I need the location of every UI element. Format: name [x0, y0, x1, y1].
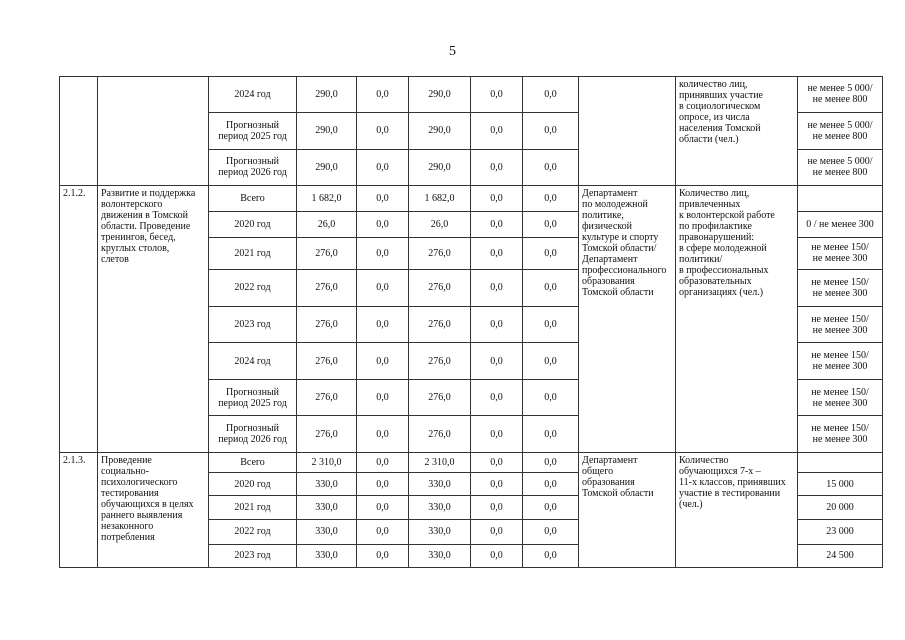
- total-cell: 26,0: [297, 212, 357, 237]
- extrabudget-cell: 0,0: [523, 453, 579, 473]
- target-value-cell: не менее 150/ не менее 300: [798, 379, 883, 416]
- federal-cell: 0,0: [357, 520, 409, 544]
- federal-cell: 0,0: [357, 453, 409, 473]
- municipal-cell: 0,0: [471, 112, 523, 150]
- regional-cell: 276,0: [409, 416, 471, 453]
- period-cell: 2024 год: [209, 343, 297, 380]
- regional-cell: 330,0: [409, 473, 471, 495]
- federal-cell: 0,0: [357, 212, 409, 237]
- item-code: 2.1.3.: [60, 453, 98, 568]
- total-cell: 330,0: [297, 473, 357, 495]
- item-name: [98, 77, 209, 186]
- period-cell: 2023 год: [209, 306, 297, 343]
- executor-cell: [579, 77, 676, 186]
- extrabudget-cell: 0,0: [523, 270, 579, 307]
- indicator-cell: Количество обучающихся 7-х – 11-х классов, принявших участие в тестировании (чел.): [676, 453, 798, 568]
- municipal-cell: 0,0: [471, 453, 523, 473]
- table-row: [60, 453, 883, 473]
- total-cell: 290,0: [297, 150, 357, 186]
- extrabudget-cell: 0,0: [523, 473, 579, 495]
- target-value-cell: 24 500: [798, 544, 883, 567]
- extrabudget-cell: 0,0: [523, 544, 579, 567]
- municipal-cell: 0,0: [471, 379, 523, 416]
- regional-cell: 330,0: [409, 544, 471, 567]
- regional-cell: 26,0: [409, 212, 471, 237]
- federal-cell: 0,0: [357, 379, 409, 416]
- regional-cell: 276,0: [409, 343, 471, 380]
- period-cell: 2020 год: [209, 212, 297, 237]
- table-row: [60, 185, 883, 211]
- federal-cell: 0,0: [357, 237, 409, 270]
- total-cell: 2 310,0: [297, 453, 357, 473]
- target-value-cell: 15 000: [798, 473, 883, 495]
- period-cell: Прогнозный период 2025 год: [209, 112, 297, 150]
- item-name: Проведение социально- психологического тестирования обучающихся в целях раннего выявления незаконного потребления: [98, 453, 209, 568]
- total-cell: 330,0: [297, 520, 357, 544]
- extrabudget-cell: 0,0: [523, 77, 579, 113]
- total-cell: 276,0: [297, 379, 357, 416]
- regional-cell: 276,0: [409, 270, 471, 307]
- extrabudget-cell: 0,0: [523, 495, 579, 519]
- indicator-cell: количество лиц, принявших участие в социологическом опросе, из числа населения Томской области (чел.): [676, 77, 798, 186]
- federal-cell: 0,0: [357, 185, 409, 211]
- target-value-cell: не менее 5 000/ не менее 800: [798, 77, 883, 113]
- federal-cell: 0,0: [357, 416, 409, 453]
- target-value-cell: не менее 5 000/ не менее 800: [798, 112, 883, 150]
- extrabudget-cell: 0,0: [523, 343, 579, 380]
- municipal-cell: 0,0: [471, 150, 523, 186]
- municipal-cell: 0,0: [471, 520, 523, 544]
- indicator-cell: Количество лиц, привлеченных к волонтерской работе по профилактике правонарушений: в сфере молодежной политики/ в профессиональных образовательных организациях (чел.): [676, 185, 798, 452]
- municipal-cell: 0,0: [471, 473, 523, 495]
- target-value-cell: 23 000: [798, 520, 883, 544]
- municipal-cell: 0,0: [471, 237, 523, 270]
- total-cell: 330,0: [297, 495, 357, 519]
- period-cell: 2020 год: [209, 473, 297, 495]
- period-cell: 2021 год: [209, 495, 297, 519]
- regional-cell: 290,0: [409, 150, 471, 186]
- federal-cell: 0,0: [357, 495, 409, 519]
- federal-cell: 0,0: [357, 343, 409, 380]
- item-code: [60, 77, 98, 186]
- extrabudget-cell: 0,0: [523, 237, 579, 270]
- regional-cell: 330,0: [409, 520, 471, 544]
- period-cell: Всего: [209, 185, 297, 211]
- total-cell: 1 682,0: [297, 185, 357, 211]
- extrabudget-cell: 0,0: [523, 185, 579, 211]
- target-value-cell: 20 000: [798, 495, 883, 519]
- target-value-cell: [798, 453, 883, 473]
- total-cell: 276,0: [297, 270, 357, 307]
- municipal-cell: 0,0: [471, 495, 523, 519]
- total-cell: 290,0: [297, 112, 357, 150]
- executor-cell: Департамент общего образования Томской области: [579, 453, 676, 568]
- regional-cell: 276,0: [409, 379, 471, 416]
- extrabudget-cell: 0,0: [523, 416, 579, 453]
- period-cell: 2024 год: [209, 77, 297, 113]
- table-row: [60, 77, 883, 113]
- target-value-cell: не менее 150/ не менее 300: [798, 237, 883, 270]
- target-value-cell: не менее 150/ не менее 300: [798, 270, 883, 307]
- federal-cell: 0,0: [357, 544, 409, 567]
- target-value-cell: не менее 150/ не менее 300: [798, 306, 883, 343]
- extrabudget-cell: 0,0: [523, 306, 579, 343]
- municipal-cell: 0,0: [471, 212, 523, 237]
- municipal-cell: 0,0: [471, 544, 523, 567]
- total-cell: 330,0: [297, 544, 357, 567]
- period-cell: Прогнозный период 2026 год: [209, 416, 297, 453]
- total-cell: 276,0: [297, 306, 357, 343]
- municipal-cell: 0,0: [471, 270, 523, 307]
- period-cell: 2022 год: [209, 520, 297, 544]
- municipal-cell: 0,0: [471, 306, 523, 343]
- regional-cell: 290,0: [409, 112, 471, 150]
- municipal-cell: 0,0: [471, 416, 523, 453]
- federal-cell: 0,0: [357, 112, 409, 150]
- regional-cell: 330,0: [409, 495, 471, 519]
- period-cell: 2022 год: [209, 270, 297, 307]
- item-name: Развитие и поддержка волонтерского движения в Томской области. Проведение тренингов, бесед, круглых столов, слетов: [98, 185, 209, 452]
- extrabudget-cell: 0,0: [523, 520, 579, 544]
- regional-cell: 2 310,0: [409, 453, 471, 473]
- period-cell: Прогнозный период 2025 год: [209, 379, 297, 416]
- total-cell: 276,0: [297, 237, 357, 270]
- regional-cell: 1 682,0: [409, 185, 471, 211]
- total-cell: 276,0: [297, 343, 357, 380]
- period-cell: Прогнозный период 2026 год: [209, 150, 297, 186]
- table-body: [60, 77, 883, 568]
- period-cell: 2021 год: [209, 237, 297, 270]
- executor-cell: Департамент по молодежной политике, физической культуре и спорту Томской области/ Департамент профессионального образования Томской области: [579, 185, 676, 452]
- federal-cell: 0,0: [357, 473, 409, 495]
- municipal-cell: 0,0: [471, 185, 523, 211]
- target-value-cell: не менее 150/ не менее 300: [798, 416, 883, 453]
- regional-cell: 276,0: [409, 306, 471, 343]
- period-cell: Всего: [209, 453, 297, 473]
- regional-cell: 276,0: [409, 237, 471, 270]
- program-table: [59, 76, 883, 568]
- federal-cell: 0,0: [357, 270, 409, 307]
- extrabudget-cell: 0,0: [523, 212, 579, 237]
- municipal-cell: 0,0: [471, 77, 523, 113]
- extrabudget-cell: 0,0: [523, 150, 579, 186]
- federal-cell: 0,0: [357, 150, 409, 186]
- municipal-cell: 0,0: [471, 343, 523, 380]
- page-number: 5: [449, 44, 456, 59]
- federal-cell: 0,0: [357, 306, 409, 343]
- extrabudget-cell: 0,0: [523, 379, 579, 416]
- target-value-cell: не менее 5 000/ не менее 800: [798, 150, 883, 186]
- period-cell: 2023 год: [209, 544, 297, 567]
- regional-cell: 290,0: [409, 77, 471, 113]
- target-value-cell: не менее 150/ не менее 300: [798, 343, 883, 380]
- target-value-cell: 0 / не менее 300: [798, 212, 883, 237]
- item-code: 2.1.2.: [60, 185, 98, 452]
- total-cell: 276,0: [297, 416, 357, 453]
- target-value-cell: [798, 185, 883, 211]
- total-cell: 290,0: [297, 77, 357, 113]
- federal-cell: 0,0: [357, 77, 409, 113]
- extrabudget-cell: 0,0: [523, 112, 579, 150]
